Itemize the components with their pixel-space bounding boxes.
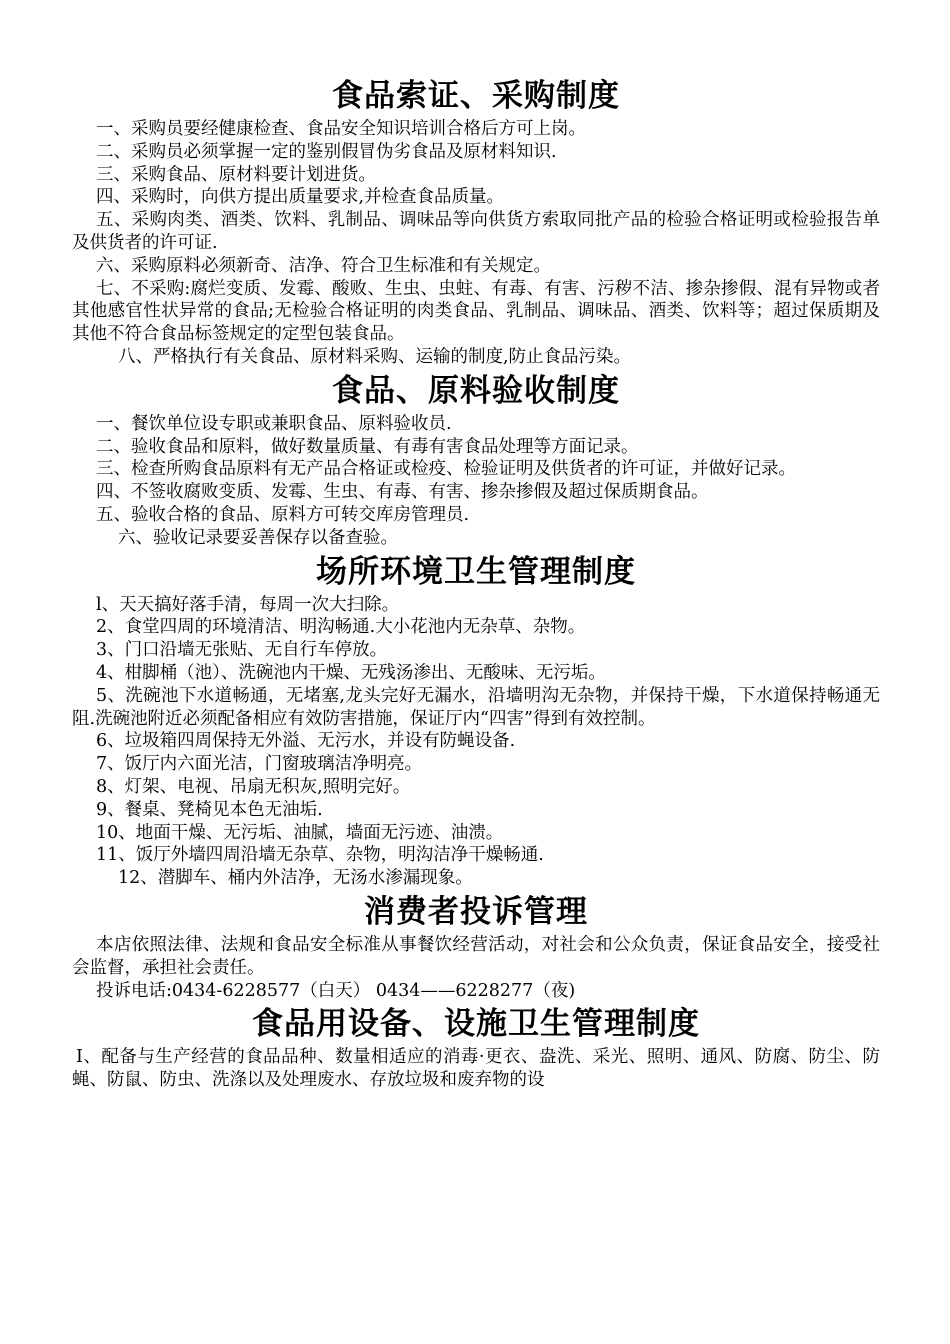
paragraph: 本店依照法律、法规和食品安全标准从事餐饮经营活动，对社会和公众负责，保证食品安全，接受社会监督，承担社会责任。 xyxy=(72,934,880,978)
complaint-phone: 投诉电话:0434-6228577（白天） 0434——6228277（夜) xyxy=(96,980,576,1001)
paragraph: 六、采购原料必须新奇、洁净、符合卫生标准和有关规定。 xyxy=(96,255,551,276)
paragraph: 一、餐饮单位设专职或兼职食品、原料验收员. xyxy=(96,413,452,434)
paragraph: 五、采购肉类、酒类、饮料、乳制品、调味品等向供货方索取同批产品的检验合格证明或检验报告单及供货者的许可证. xyxy=(72,210,880,253)
paragraph: 一、采购员要经健康检查、食品安全知识培训合格后方可上岗。 xyxy=(96,119,586,139)
section-title-complaints: 消费者投诉管理 xyxy=(364,893,588,930)
paragraph: 2、食堂四周的环境清洁、明沟畅通.大小花池内无杂草、杂物。 xyxy=(96,617,586,638)
paragraph: 四、不签收腐败变质、发霉、生虫、有毒、有害、掺杂掺假及超过保质期食品。 xyxy=(96,482,709,503)
paragraph: 11、饭厅外墙四周沿墙无杂草、杂物，明沟洁净干燥畅通. xyxy=(96,845,544,866)
paragraph: 12、潜脚车、桶内外洁净，无汤水渗漏现象。 xyxy=(118,868,473,889)
section-title-acceptance: 食品、原料验收制度 xyxy=(332,372,620,409)
paragraph: 三、检查所购食品原料有无产品合格证或检疫、检验证明及供货者的许可证，并做好记录。 xyxy=(96,459,796,480)
paragraph: 3、门口沿墙无张贴、无自行车停放。 xyxy=(96,640,388,661)
paragraph: 5、洗碗池下水道畅通，无堵塞,龙头完好无漏水，沿墙明沟无杂物，并保持干燥，下水道保持畅通无阻.洗碗池附近必须配备相应有效防害措施，保证厅内“四害”得到有效控制。 xyxy=(72,685,880,729)
section-title-environment: 场所环境卫生管理制度 xyxy=(316,553,636,590)
paragraph: I、配备与生产经营的食品品种、数量相适应的消毒·更衣、盎洗、采光、照明、通风、防腐、防尘、防蝇、防鼠、防虫、洗涤以及处理废水、存放垃圾和废弃物的设 xyxy=(72,1047,880,1091)
paragraph: 4、柑脚桶（池）、洗碗池内干燥、无残汤渗出、无酸味、无污垢。 xyxy=(96,662,606,683)
section-title-purchasing: 食品索证、采购制度 xyxy=(332,78,620,114)
paragraph: 10、地面干燥、无污垢、油腻，墙面无污迹、油溃。 xyxy=(96,822,504,843)
paragraph: l、天天搞好落手清，每周一次大扫除。 xyxy=(96,594,400,615)
section-title-equipment: 食品用设备、设施卫生管理制度 xyxy=(252,1006,700,1043)
paragraph: 二、验收食品和原料，做好数量质量、有毒有害食品处理等方面记录。 xyxy=(96,436,639,457)
paragraph: 六、验收记录要妥善保存以备查验。 xyxy=(118,527,398,548)
paragraph: 8、灯架、电视、吊扇无积灰,照明完好。 xyxy=(96,776,411,797)
paragraph: 五、验收合格的食品、原料方可转交库房管理员. xyxy=(96,504,470,525)
paragraph: 七、不采购:腐烂变质、发霉、酸败、生虫、虫蛀、有毒、有害、污秽不洁、掺杂掺假、混有异物或者其他感官性状异常的食品;无检验合格证明的肉类食品、乳制品、调味品、酒类、饮料等；超过保质期及其他不符合食品标签规定的定型包装食品。 xyxy=(72,278,880,345)
paragraph: 二、采购员必须掌握一定的鉴别假冒伪劣食品及原材料知识. xyxy=(96,141,557,162)
paragraph: 9、餐桌、凳椅见本色无油垢. xyxy=(96,799,323,820)
paragraph: 7、饭厅内六面光洁，门窗玻璃洁净明亮。 xyxy=(96,754,423,775)
paragraph: 八、严格执行有关食品、原材料采购、运输的制度,防止食品污染。 xyxy=(118,346,632,367)
paragraph: 四、采购时，向供方提出质量要求,并检查食品质量。 xyxy=(96,187,505,208)
paragraph: 6、垃圾箱四周保持无外溢、无污水，并设有防蝇设备. xyxy=(96,731,516,752)
document-page xyxy=(72,74,880,1092)
paragraph: 三、采购食品、原材料要计划进货。 xyxy=(96,164,376,185)
